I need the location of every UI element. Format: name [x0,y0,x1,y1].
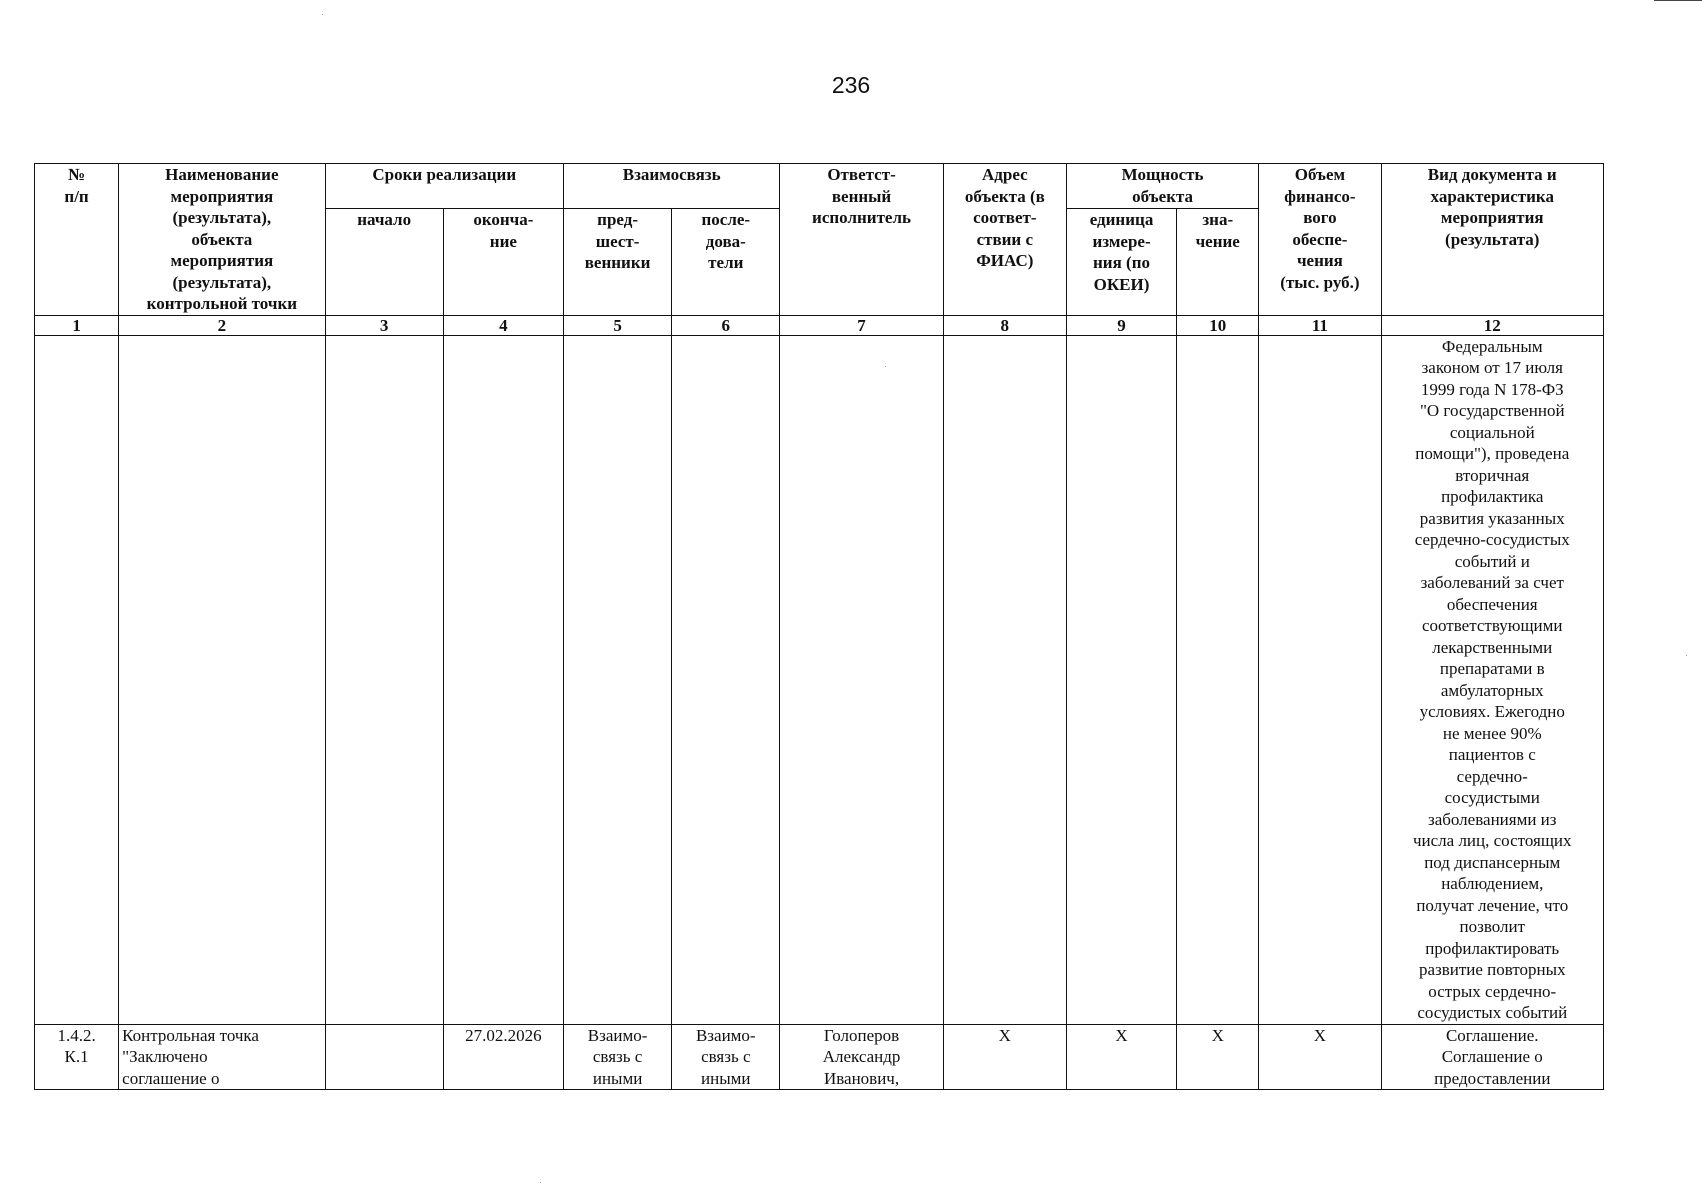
scan-edge-mark [1654,0,1702,1]
page-number: 236 [831,72,871,98]
empty-cell [1259,335,1381,1024]
empty-cell [1066,335,1176,1024]
column-number: 10 [1177,315,1259,335]
scan-speck [1686,655,1687,656]
header-capacity: Мощность объекта [1066,164,1258,209]
column-number: 9 [1066,315,1176,335]
column-number: 3 [325,315,443,335]
row-unit: X [1066,1024,1176,1090]
empty-cell [119,335,325,1024]
row-successors: Взаимо- связь с иными [672,1024,780,1090]
empty-cell [35,335,119,1024]
empty-cell [325,335,443,1024]
column-number: 6 [672,315,780,335]
column-number-row [35,315,1604,335]
header-unit: единица измере- ния (по ОКЕИ) [1066,209,1176,315]
row-responsible: Голоперов Александр Иванович, [780,1024,943,1090]
header-row-1 [35,164,1604,209]
header-links: Взаимосвязь [563,164,779,209]
empty-cell [563,335,671,1024]
empty-cell [780,335,943,1024]
header-responsible: Ответст- венный исполнитель [780,164,943,316]
scan-speck [540,1182,541,1183]
header-doc-type: Вид документа и характеристика мероприятия (результата) [1381,164,1603,316]
continuation-row [35,335,1604,1024]
header-value: зна- чение [1177,209,1259,315]
empty-cell [1177,335,1259,1024]
empty-cell [672,335,780,1024]
plan-table [34,163,1604,1090]
row-finance: X [1259,1024,1381,1090]
row-address: X [943,1024,1066,1090]
scan-speck [322,14,323,15]
row-doc-type: Соглашение. Соглашение о предоставлении [1381,1024,1603,1090]
header-name: Наименование мероприятия (результата), объекта мероприятия (результата), контрольной точки [119,164,325,316]
header-end: оконча- ние [443,209,563,315]
header-terms: Сроки реализации [325,164,563,209]
column-number: 8 [943,315,1066,335]
header-start: начало [325,209,443,315]
empty-cell [943,335,1066,1024]
column-number: 11 [1259,315,1381,335]
column-number: 1 [35,315,119,335]
header-successors: после- дова- тели [672,209,780,315]
empty-cell [443,335,563,1024]
row-start [325,1024,443,1090]
header-address: Адрес объекта (в соответ- ствии с ФИАС) [943,164,1066,316]
row-number: 1.4.2. К.1 [35,1024,119,1090]
continuation-description: Федеральным законом от 17 июля 1999 года N 178-ФЗ "О государственной социальной помощи"), проведена вторичная профилактика развития указанных сердечно-сосудистых событий и заболеваний за счет обеспечения соответствующими лекарственными препаратами в амбулаторных условиях. Ежегодно не менее 90% пациентов с сердечно- сосудистыми заболеваниями из числа лиц, состоящих под диспансерным наблюдением, получат лечение, что позволит профилактировать развитие повторных острых сердечно- сосудистых событий [1381,335,1603,1024]
column-number: 4 [443,315,563,335]
row-predecessors: Взаимо- связь с иными [563,1024,671,1090]
row-name: Контрольная точка "Заключено соглашение о [119,1024,325,1090]
column-number: 5 [563,315,671,335]
column-number: 7 [780,315,943,335]
row-value: X [1177,1024,1259,1090]
row-end: 27.02.2026 [443,1024,563,1090]
header-predecessors: пред- шест- венники [563,209,671,315]
column-number: 2 [119,315,325,335]
header-number: № п/п [35,164,119,316]
header-finance: Объем финансо- вого обеспе- чения (тыс. руб.) [1259,164,1381,316]
table-row-k1 [35,1024,1604,1090]
column-number: 12 [1381,315,1603,335]
